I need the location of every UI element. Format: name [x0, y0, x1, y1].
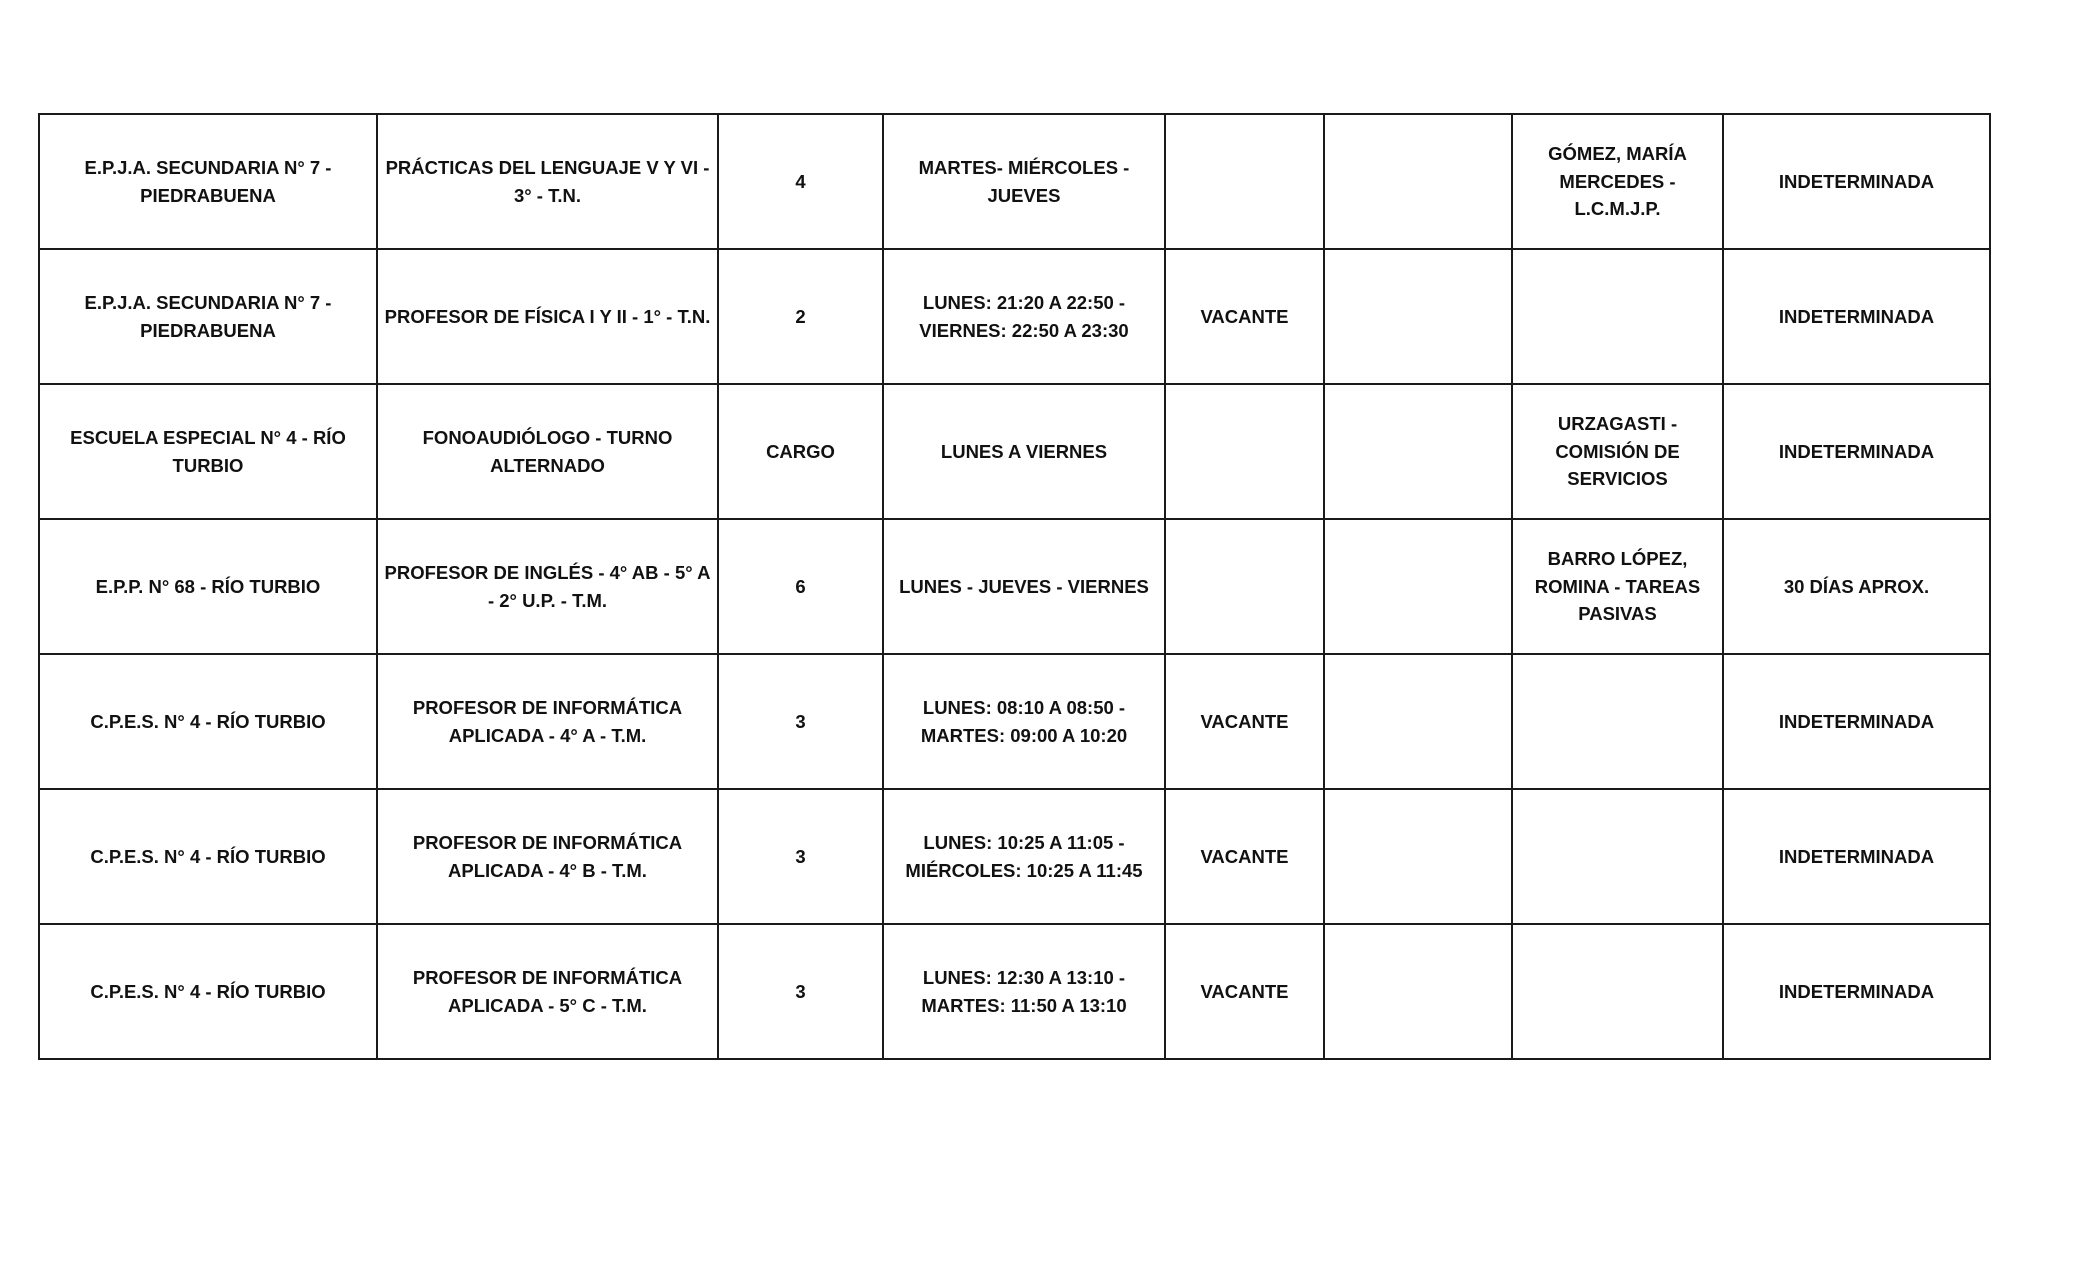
table-row — [39, 519, 1990, 654]
hours-cell: 2 — [718, 249, 883, 384]
school-cell: C.P.E.S. N° 4 - RÍO TURBIO — [39, 789, 377, 924]
status-cell: VACANTE — [1165, 654, 1324, 789]
position-cell: PROFESOR DE INFORMÁTICA APLICADA - 4° B - T.M. — [377, 789, 718, 924]
duration-cell: INDETERMINADA — [1723, 789, 1990, 924]
empty-cell — [1324, 654, 1512, 789]
teacher-cell: URZAGASTI - COMISIÓN DE SERVICIOS — [1512, 384, 1723, 519]
empty-cell — [1324, 249, 1512, 384]
table-row — [39, 789, 1990, 924]
table-row — [39, 114, 1990, 249]
hours-cell: 3 — [718, 654, 883, 789]
empty-cell — [1324, 519, 1512, 654]
hours-cell: 3 — [718, 789, 883, 924]
table-row — [39, 384, 1990, 519]
table-row — [39, 249, 1990, 384]
duration-cell: INDETERMINADA — [1723, 654, 1990, 789]
teacher-cell — [1512, 654, 1723, 789]
table-row — [39, 654, 1990, 789]
vacancy-table — [38, 113, 1991, 1060]
hours-cell: CARGO — [718, 384, 883, 519]
schedule-cell: MARTES- MIÉRCOLES - JUEVES — [883, 114, 1165, 249]
empty-cell — [1324, 384, 1512, 519]
teacher-cell — [1512, 249, 1723, 384]
position-cell: PRÁCTICAS DEL LENGUAJE V Y VI - 3° - T.N. — [377, 114, 718, 249]
status-cell: VACANTE — [1165, 924, 1324, 1059]
schedule-cell: LUNES - JUEVES - VIERNES — [883, 519, 1165, 654]
duration-cell: 30 DÍAS APROX. — [1723, 519, 1990, 654]
school-cell: E.P.J.A. SECUNDARIA N° 7 - PIEDRABUENA — [39, 249, 377, 384]
empty-cell — [1324, 924, 1512, 1059]
status-cell — [1165, 114, 1324, 249]
hours-cell: 4 — [718, 114, 883, 249]
teacher-cell — [1512, 924, 1723, 1059]
schedule-cell: LUNES: 12:30 A 13:10 - MARTES: 11:50 A 13:10 — [883, 924, 1165, 1059]
schedule-cell: LUNES: 08:10 A 08:50 - MARTES: 09:00 A 10:20 — [883, 654, 1165, 789]
status-cell — [1165, 519, 1324, 654]
duration-cell: INDETERMINADA — [1723, 114, 1990, 249]
position-cell: PROFESOR DE INGLÉS - 4° AB - 5° A - 2° U.P. - T.M. — [377, 519, 718, 654]
hours-cell: 3 — [718, 924, 883, 1059]
position-cell: PROFESOR DE INFORMÁTICA APLICADA - 4° A - T.M. — [377, 654, 718, 789]
school-cell: C.P.E.S. N° 4 - RÍO TURBIO — [39, 654, 377, 789]
teacher-cell: GÓMEZ, MARÍA MERCEDES - L.C.M.J.P. — [1512, 114, 1723, 249]
schedule-cell: LUNES: 10:25 A 11:05 - MIÉRCOLES: 10:25 A 11:45 — [883, 789, 1165, 924]
empty-cell — [1324, 789, 1512, 924]
duration-cell: INDETERMINADA — [1723, 384, 1990, 519]
status-cell: VACANTE — [1165, 249, 1324, 384]
school-cell: E.P.J.A. SECUNDARIA N° 7 - PIEDRABUENA — [39, 114, 377, 249]
hours-cell: 6 — [718, 519, 883, 654]
schedule-cell: LUNES: 21:20 A 22:50 - VIERNES: 22:50 A 23:30 — [883, 249, 1165, 384]
school-cell: E.P.P. N° 68 - RÍO TURBIO — [39, 519, 377, 654]
teacher-cell — [1512, 789, 1723, 924]
position-cell: PROFESOR DE INFORMÁTICA APLICADA - 5° C - T.M. — [377, 924, 718, 1059]
position-cell: FONOAUDIÓLOGO - TURNO ALTERNADO — [377, 384, 718, 519]
status-cell — [1165, 384, 1324, 519]
position-cell: PROFESOR DE FÍSICA I Y II - 1° - T.N. — [377, 249, 718, 384]
school-cell: C.P.E.S. N° 4 - RÍO TURBIO — [39, 924, 377, 1059]
status-cell: VACANTE — [1165, 789, 1324, 924]
empty-cell — [1324, 114, 1512, 249]
duration-cell: INDETERMINADA — [1723, 249, 1990, 384]
teacher-cell: BARRO LÓPEZ, ROMINA - TAREAS PASIVAS — [1512, 519, 1723, 654]
duration-cell: INDETERMINADA — [1723, 924, 1990, 1059]
table-row — [39, 924, 1990, 1059]
schedule-cell: LUNES A VIERNES — [883, 384, 1165, 519]
school-cell: ESCUELA ESPECIAL N° 4 - RÍO TURBIO — [39, 384, 377, 519]
